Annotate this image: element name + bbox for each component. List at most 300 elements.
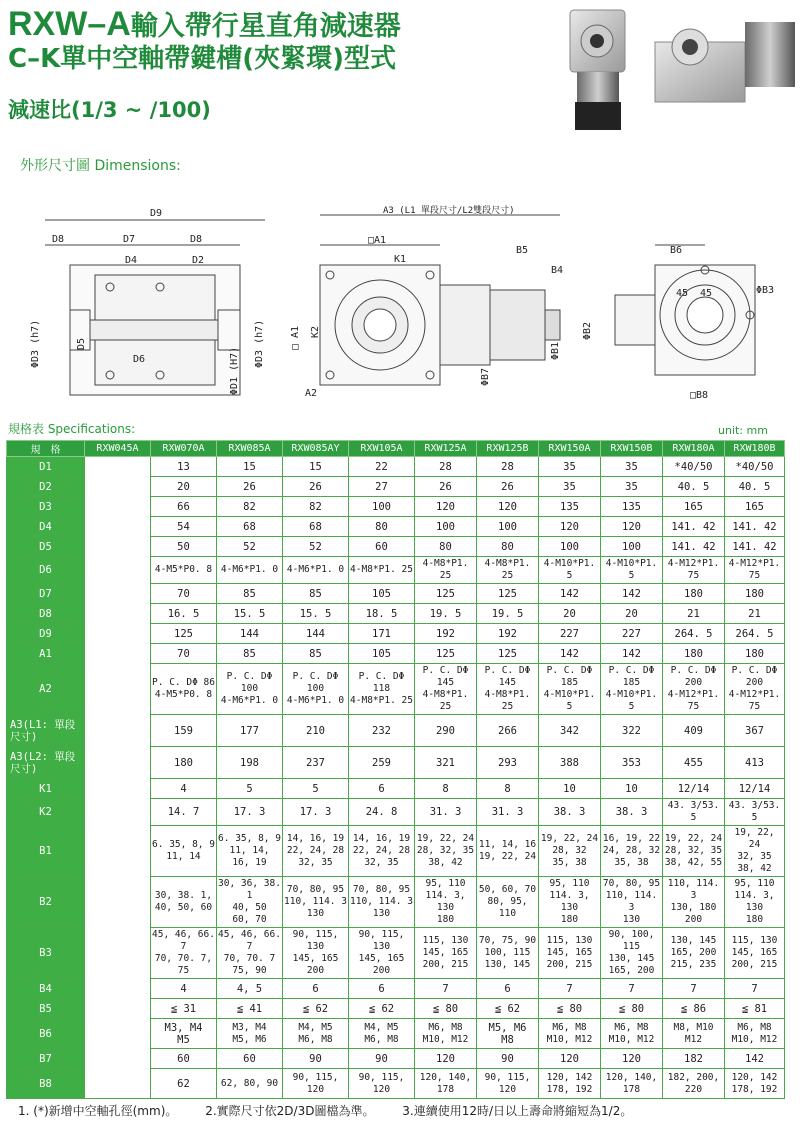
label-k1: K1	[394, 254, 407, 265]
table-cell: 18. 5	[349, 604, 415, 624]
table-header	[7, 441, 785, 457]
label-d3h7-left: ΦD3 (h7)	[30, 319, 41, 368]
table-cell: P. C. DΦ 86 4-M5*P0. 8	[151, 664, 217, 715]
table-cell: 4-M6*P1. 0	[217, 557, 283, 584]
table-cell: 19, 22, 24 32, 35 38, 42	[725, 826, 785, 877]
model-name: RXW–A	[8, 5, 131, 43]
table-cell: ≦ 80	[539, 999, 601, 1019]
table-cell: 60	[217, 1049, 283, 1069]
table-cell: 232	[349, 715, 415, 747]
product-photo	[565, 2, 800, 134]
table-header-model: RXW150B	[601, 441, 663, 457]
table-cell: 17. 3	[283, 799, 349, 826]
table-cell: 290	[415, 715, 477, 747]
table-cell: 17. 3	[217, 799, 283, 826]
row-label: D5	[7, 537, 85, 557]
footnote-1: 1. (*)新增中空軸孔徑(mm)。	[18, 1104, 178, 1118]
table-cell: ≦ 62	[349, 999, 415, 1019]
row-label: K1	[7, 779, 85, 799]
table-cell: 4-M10*P1. 5	[601, 557, 663, 584]
table-cell: M6, M8 M10, M12	[415, 1019, 477, 1049]
table-cell: 125	[415, 644, 477, 664]
table-cell: 12/14	[663, 779, 725, 799]
table-cell: 227	[539, 624, 601, 644]
row-label: B5	[7, 999, 85, 1019]
dimension-drawing	[0, 190, 800, 420]
table-cell: 60	[151, 1049, 217, 1069]
row-label: A3(L1: 單段尺寸)	[7, 715, 85, 747]
table-cell: 35	[539, 477, 601, 497]
table-cell: ≦ 80	[601, 999, 663, 1019]
table-cell: 135	[601, 497, 663, 517]
table-cell: 26	[217, 477, 283, 497]
row-label: D8	[7, 604, 85, 624]
label-b5: B5	[516, 245, 529, 256]
table-header-model: RXW180A	[663, 441, 725, 457]
table-cell: 130, 145 165, 200 215, 235	[663, 928, 725, 979]
table-cell: 4	[151, 779, 217, 799]
table-cell: 142	[539, 644, 601, 664]
table-cell: 20	[601, 604, 663, 624]
table-cell: 30, 38. 1, 40, 50, 60	[151, 877, 217, 928]
table-cell: 70	[151, 584, 217, 604]
table-cell: M6, M8 M10, M12	[725, 1019, 785, 1049]
table-cell: 120, 140, 178	[601, 1069, 663, 1099]
table-cell: 82	[217, 497, 283, 517]
table-cell: P. C. DΦ 100 4-M6*P1. 0	[283, 664, 349, 715]
table-cell: 38. 3	[601, 799, 663, 826]
row-label: B6	[7, 1019, 85, 1049]
table-cell: 19, 22, 24 28, 32, 35 38, 42	[415, 826, 477, 877]
table-header-model: RXW125B	[477, 441, 539, 457]
row-label: A3(L2: 單段尺寸)	[7, 747, 85, 779]
table-cell: 144	[283, 624, 349, 644]
table-header-model: RXW085A	[217, 441, 283, 457]
spec-table	[6, 440, 785, 1099]
table-cell: 322	[601, 715, 663, 747]
table-cell: 6. 35, 8, 9 11, 14, 16, 19	[217, 826, 283, 877]
table-cell: 52	[217, 537, 283, 557]
table-cell: 7	[415, 979, 477, 999]
table-cell: 26	[283, 477, 349, 497]
label-d2: D2	[192, 255, 205, 266]
table-cell: 7	[663, 979, 725, 999]
table-cell: 90	[283, 1049, 349, 1069]
table-cell: 367	[725, 715, 785, 747]
table-cell: 5	[217, 779, 283, 799]
label-d3h7-right: ΦD3 (h7)	[254, 319, 265, 368]
table-header-label: 規 格	[7, 441, 85, 457]
label-b2: ΦB2	[582, 321, 593, 340]
table-cell: 321	[415, 747, 477, 779]
table-cell: 180	[151, 747, 217, 779]
label-d4: D4	[125, 255, 138, 266]
table-cell: 159	[151, 715, 217, 747]
table-cell: 21	[725, 604, 785, 624]
table-cell: 62, 80, 90	[217, 1069, 283, 1099]
label-b3: ΦB3	[756, 285, 775, 296]
table-cell: 16. 5	[151, 604, 217, 624]
table-cell: 13	[151, 457, 217, 477]
footnotes	[18, 1102, 656, 1119]
label-b1: ΦB1	[550, 341, 561, 360]
table-cell: 80	[477, 537, 539, 557]
table-cell: 70, 75, 90 100, 115 130, 145	[477, 928, 539, 979]
table-cell	[85, 457, 151, 1099]
table-cell: 141. 42	[663, 537, 725, 557]
title-desc: 輸入帶行星直角減速器	[130, 11, 401, 41]
table-cell: 50	[151, 537, 217, 557]
table-cell: 15	[217, 457, 283, 477]
table-header-model: RXW125A	[415, 441, 477, 457]
table-cell: 180	[725, 644, 785, 664]
table-cell: 182	[663, 1049, 725, 1069]
table-cell: 21	[663, 604, 725, 624]
table-cell: 120, 142 178, 192	[539, 1069, 601, 1099]
table-header-model: RXW070A	[151, 441, 217, 457]
table-cell: 100	[601, 537, 663, 557]
unit-label: unit: mm	[718, 424, 768, 437]
row-label: D3	[7, 497, 85, 517]
table-cell: 85	[217, 644, 283, 664]
row-label: B8	[7, 1069, 85, 1099]
table-cell: 54	[151, 517, 217, 537]
table-cell: 4-M8*P1. 25	[349, 557, 415, 584]
table-cell: 100	[349, 497, 415, 517]
label-a2: A2	[305, 388, 318, 399]
row-label: D1	[7, 457, 85, 477]
spec-heading: 規格表 Specifications:	[8, 422, 136, 436]
table-cell: M4, M5 M6, M8	[283, 1019, 349, 1049]
table-cell: 85	[217, 584, 283, 604]
table-cell: 30, 36, 38. 1 40, 50 60, 70	[217, 877, 283, 928]
table-cell: 70, 80, 95 110, 114. 3 130	[349, 877, 415, 928]
table-cell: P. C. DΦ 185 4-M10*P1. 5	[601, 664, 663, 715]
label-a1-box: □A1	[368, 235, 387, 246]
table-cell: 180	[663, 644, 725, 664]
table-cell: ≦ 80	[415, 999, 477, 1019]
table-cell: 180	[725, 584, 785, 604]
table-cell: 413	[725, 747, 785, 779]
table-cell: 8	[415, 779, 477, 799]
table-cell: 4, 5	[217, 979, 283, 999]
table-cell: *40/50	[663, 457, 725, 477]
title-line2: C–K單中空軸帶鍵槽(夾緊環)型式	[8, 44, 396, 74]
row-label: D4	[7, 517, 85, 537]
table-cell: 26	[415, 477, 477, 497]
dimensions-heading: 外形尺寸圖 Dimensions:	[20, 158, 181, 174]
table-cell: 100	[539, 537, 601, 557]
table-cell: 342	[539, 715, 601, 747]
table-cell: 5	[283, 779, 349, 799]
footnote-2: 2.實際尺寸依2D/3D圖檔為準。	[205, 1104, 375, 1118]
table-cell: *40/50	[725, 457, 785, 477]
table-cell: 20	[151, 477, 217, 497]
label-b6: B6	[670, 245, 683, 256]
table-cell: 6. 35, 8, 9 11, 14	[151, 826, 217, 877]
table-cell: 135	[539, 497, 601, 517]
table-cell: 82	[283, 497, 349, 517]
table-cell: 142	[539, 584, 601, 604]
table-cell: 7	[539, 979, 601, 999]
table-cell: 45, 46, 66. 7 70, 70. 7 75, 90	[217, 928, 283, 979]
table-cell: 24. 8	[349, 799, 415, 826]
label-d7: D7	[123, 234, 136, 245]
label-d5: D5	[76, 337, 87, 350]
table-cell: 35	[601, 477, 663, 497]
table-cell: 409	[663, 715, 725, 747]
table-cell: 120	[415, 497, 477, 517]
table-cell: 70, 80, 95 110, 114. 3 130	[283, 877, 349, 928]
table-cell: 26	[477, 477, 539, 497]
table-cell: 4-M12*P1. 75	[725, 557, 785, 584]
table-cell: 35	[539, 457, 601, 477]
table-cell: 115, 130 145, 165 200, 215	[725, 928, 785, 979]
row-label: B4	[7, 979, 85, 999]
row-label: D2	[7, 477, 85, 497]
table-cell: 80	[415, 537, 477, 557]
row-label: D7	[7, 584, 85, 604]
table-cell: 6	[477, 979, 539, 999]
label-d8-right: D8	[190, 234, 203, 245]
table-cell: 80	[349, 517, 415, 537]
table-cell: P. C. DΦ 200 4-M12*P1. 75	[663, 664, 725, 715]
table-cell: 66	[151, 497, 217, 517]
table-header-model: RXW105A	[349, 441, 415, 457]
table-cell: 388	[539, 747, 601, 779]
front-view-flange	[320, 215, 560, 385]
row-label: B7	[7, 1049, 85, 1069]
table-cell: 227	[601, 624, 663, 644]
table-header-model: RXW085AY	[283, 441, 349, 457]
table-cell: 68	[217, 517, 283, 537]
table-cell: 90	[349, 1049, 415, 1069]
table-cell: 50, 60, 70 80, 95, 110	[477, 877, 539, 928]
table-cell: 19. 5	[477, 604, 539, 624]
table-cell: 11, 14, 16 19, 22, 24	[477, 826, 539, 877]
table-cell: 141. 42	[725, 537, 785, 557]
table-cell: 90, 115, 130 145, 165 200	[283, 928, 349, 979]
table-cell: 10	[601, 779, 663, 799]
table-cell: 90, 115, 130 145, 165 200	[349, 928, 415, 979]
table-cell: 237	[283, 747, 349, 779]
table-cell: P. C. DΦ 200 4-M12*P1. 75	[725, 664, 785, 715]
table-cell: 6	[349, 979, 415, 999]
table-cell: P. C. DΦ 100 4-M6*P1. 0	[217, 664, 283, 715]
table-cell: P. C. DΦ 145 4-M8*P1. 25	[415, 664, 477, 715]
table-cell: 14, 16, 19 22, 24, 28 32, 35	[349, 826, 415, 877]
table-cell: 100	[477, 517, 539, 537]
table-cell: 110, 114. 3 130, 180 200	[663, 877, 725, 928]
table-cell: 105	[349, 584, 415, 604]
table-cell: 455	[663, 747, 725, 779]
table-cell: 14, 16, 19 22, 24, 28 32, 35	[283, 826, 349, 877]
label-d8-left: D8	[52, 234, 65, 245]
table-cell: 182, 200, 220	[663, 1069, 725, 1099]
row-label: B3	[7, 928, 85, 979]
table-cell: 90, 115, 120	[349, 1069, 415, 1099]
table-body	[7, 457, 785, 1099]
table-cell: M5, M6 M8	[477, 1019, 539, 1049]
table-cell: ≦ 62	[477, 999, 539, 1019]
table-cell: 90, 100, 115 130, 145 165, 200	[601, 928, 663, 979]
row-label: D9	[7, 624, 85, 644]
table-cell: 70, 80, 95 110, 114. 3 130	[601, 877, 663, 928]
table-cell: 22	[349, 457, 415, 477]
table-cell: 4-M6*P1. 0	[283, 557, 349, 584]
table-cell: 28	[477, 457, 539, 477]
table-cell: 90, 115, 120	[477, 1069, 539, 1099]
label-k2: K2	[310, 325, 321, 338]
table-cell: 8	[477, 779, 539, 799]
table-cell: 27	[349, 477, 415, 497]
table-cell: M6, M8 M10, M12	[601, 1019, 663, 1049]
table-cell: 180	[663, 584, 725, 604]
table-cell: 43. 3/53. 5	[725, 799, 785, 826]
table-header-model: RXW180B	[725, 441, 785, 457]
table-cell: 20	[539, 604, 601, 624]
table-cell: 85	[283, 644, 349, 664]
table-cell: 259	[349, 747, 415, 779]
row-label: A2	[7, 664, 85, 715]
label-45-b: 45	[700, 288, 713, 299]
label-45-a: 45	[676, 288, 689, 299]
table-cell: 6	[283, 979, 349, 999]
table-cell: 177	[217, 715, 283, 747]
table-cell: 95, 110 114. 3, 130 180	[539, 877, 601, 928]
label-b8: □B8	[690, 390, 709, 401]
table-cell: 15. 5	[217, 604, 283, 624]
label-a1: □ A1	[290, 325, 301, 350]
table-cell: M3, M4 M5	[151, 1019, 217, 1049]
table-cell: 171	[349, 624, 415, 644]
table-header-model: RXW045A	[85, 441, 151, 457]
row-label: D6	[7, 557, 85, 584]
table-cell: 142	[725, 1049, 785, 1069]
table-header-model: RXW150A	[539, 441, 601, 457]
label-d6: D6	[133, 354, 146, 365]
label-d9: D9	[150, 208, 163, 219]
table-cell: 15. 5	[283, 604, 349, 624]
table-cell: 293	[477, 747, 539, 779]
table-cell: 45, 46, 66. 7 70, 70. 7, 75	[151, 928, 217, 979]
table-cell: 90, 115, 120	[283, 1069, 349, 1099]
table-cell: 10	[539, 779, 601, 799]
label-b7: ΦB7	[480, 367, 491, 386]
table-cell: 19, 22, 24 28, 32 35, 38	[539, 826, 601, 877]
label-d1h7: ΦD1 (H7)	[229, 346, 240, 395]
table-cell: 142	[601, 584, 663, 604]
row-label: B2	[7, 877, 85, 928]
table-cell: 115, 130 145, 165 200, 215	[415, 928, 477, 979]
table-cell: 6	[349, 779, 415, 799]
table-cell: 266	[477, 715, 539, 747]
table-cell: 4-M10*P1. 5	[539, 557, 601, 584]
footnote-3: 3.連續使用12時/日以上壽命將縮短為1/2。	[402, 1104, 633, 1118]
table-cell: 28	[415, 457, 477, 477]
table-cell: 120	[415, 1049, 477, 1069]
table-cell: ≦ 31	[151, 999, 217, 1019]
table-cell: 38. 3	[539, 799, 601, 826]
table-cell: 4-M8*P1. 25	[477, 557, 539, 584]
table-row	[7, 457, 785, 477]
table-cell: 120, 142 178, 192	[725, 1069, 785, 1099]
table-cell: 7	[725, 979, 785, 999]
table-cell: 4	[151, 979, 217, 999]
table-cell: M8, M10 M12	[663, 1019, 725, 1049]
table-cell: 14. 7	[151, 799, 217, 826]
table-cell: 40. 5	[663, 477, 725, 497]
table-cell: 35	[601, 457, 663, 477]
table-cell: 144	[217, 624, 283, 644]
table-cell: 264. 5	[663, 624, 725, 644]
table-cell: M6, M8 M10, M12	[539, 1019, 601, 1049]
table-cell: 125	[477, 644, 539, 664]
table-cell: 4-M8*P1. 25	[415, 557, 477, 584]
table-cell: 142	[601, 644, 663, 664]
table-cell: 52	[283, 537, 349, 557]
table-cell: 120	[601, 517, 663, 537]
table-cell: 15	[283, 457, 349, 477]
row-label: B1	[7, 826, 85, 877]
table-cell: 141. 42	[663, 517, 725, 537]
table-cell: 192	[477, 624, 539, 644]
table-cell: 120	[601, 1049, 663, 1069]
table-cell: P. C. DΦ 145 4-M8*P1. 25	[477, 664, 539, 715]
table-cell: 115, 130 145, 165 200, 215	[539, 928, 601, 979]
table-cell: 125	[477, 584, 539, 604]
table-cell: 40. 5	[725, 477, 785, 497]
table-cell: 90	[477, 1049, 539, 1069]
table-cell: 4-M12*P1. 75	[663, 557, 725, 584]
table-cell: ≦ 81	[725, 999, 785, 1019]
table-cell: 120	[539, 1049, 601, 1069]
table-cell: 31. 3	[415, 799, 477, 826]
table-cell: 68	[283, 517, 349, 537]
table-cell: 264. 5	[725, 624, 785, 644]
table-cell: P. C. DΦ 118 4-M8*P1. 25	[349, 664, 415, 715]
label-a3: A3 (L1 單段尺寸/L2雙段尺寸)	[383, 206, 515, 216]
table-cell: 16, 19, 22 24, 28, 32 35, 38	[601, 826, 663, 877]
label-b4: B4	[551, 265, 564, 276]
table-cell: M4, M5 M6, M8	[349, 1019, 415, 1049]
table-cell: ≦ 62	[283, 999, 349, 1019]
table-cell: 198	[217, 747, 283, 779]
input-flange-view	[615, 245, 755, 375]
title-ratio: 減速比(1/3 ~ /100)	[8, 98, 211, 122]
table-cell: 31. 3	[477, 799, 539, 826]
table-cell: 43. 3/53. 5	[663, 799, 725, 826]
table-cell: 19, 22, 24 28, 32, 35 38, 42, 55	[663, 826, 725, 877]
table-cell: 125	[415, 584, 477, 604]
table-cell: 125	[151, 624, 217, 644]
table-cell: M3, M4 M5, M6	[217, 1019, 283, 1049]
table-cell: 105	[349, 644, 415, 664]
table-cell: 120, 140, 178	[415, 1069, 477, 1099]
row-label: A1	[7, 644, 85, 664]
table-cell: 210	[283, 715, 349, 747]
table-cell: 60	[349, 537, 415, 557]
table-cell: 19. 5	[415, 604, 477, 624]
table-cell: 165	[725, 497, 785, 517]
table-cell: 120	[477, 497, 539, 517]
table-cell: 141. 42	[725, 517, 785, 537]
row-label: K2	[7, 799, 85, 826]
table-cell: P. C. DΦ 185 4-M10*P1. 5	[539, 664, 601, 715]
table-cell: 95, 110 114. 3, 130 180	[725, 877, 785, 928]
table-cell: 120	[539, 517, 601, 537]
table-cell: 7	[601, 979, 663, 999]
